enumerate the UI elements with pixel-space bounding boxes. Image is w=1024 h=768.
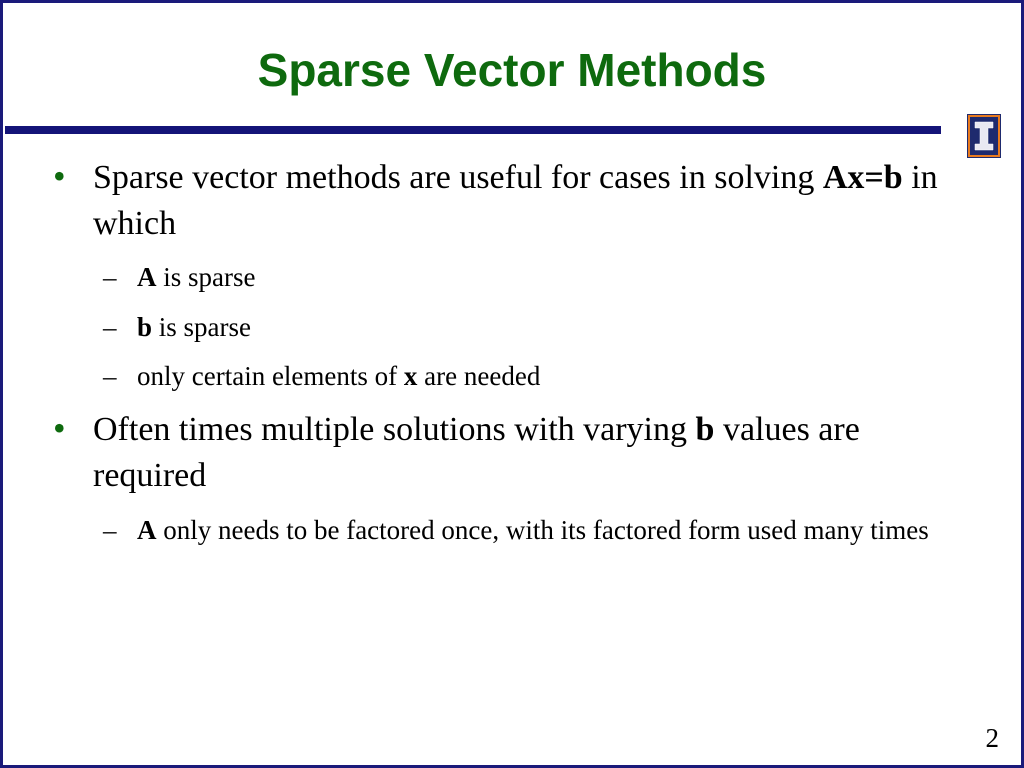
dash-icon: –	[103, 312, 117, 342]
page-number: 2	[985, 723, 999, 753]
bullet-dot-icon: •	[53, 408, 66, 448]
dash-icon: –	[103, 515, 117, 545]
slide-title: Sparse Vector Methods	[257, 44, 767, 96]
slide-content	[3, 3, 1021, 763]
sub-bullet-item: – A only needs to be factored once, with its factored form used many times	[137, 510, 997, 551]
bullet-item: • Sparse vector methods are useful for cases in solving Ax=b in which	[93, 155, 973, 247]
dash-icon: –	[103, 361, 117, 391]
bullet-dot-icon: •	[53, 156, 66, 196]
bullet-item: • Often times multiple solutions with varying b values are required	[93, 407, 973, 499]
sub-bullet-item: – b is sparse	[137, 307, 997, 348]
sub-bullet-item: – only certain elements of x are needed	[137, 356, 997, 397]
dash-icon: –	[103, 262, 117, 292]
sub-bullet-item: – A is sparse	[137, 257, 997, 298]
